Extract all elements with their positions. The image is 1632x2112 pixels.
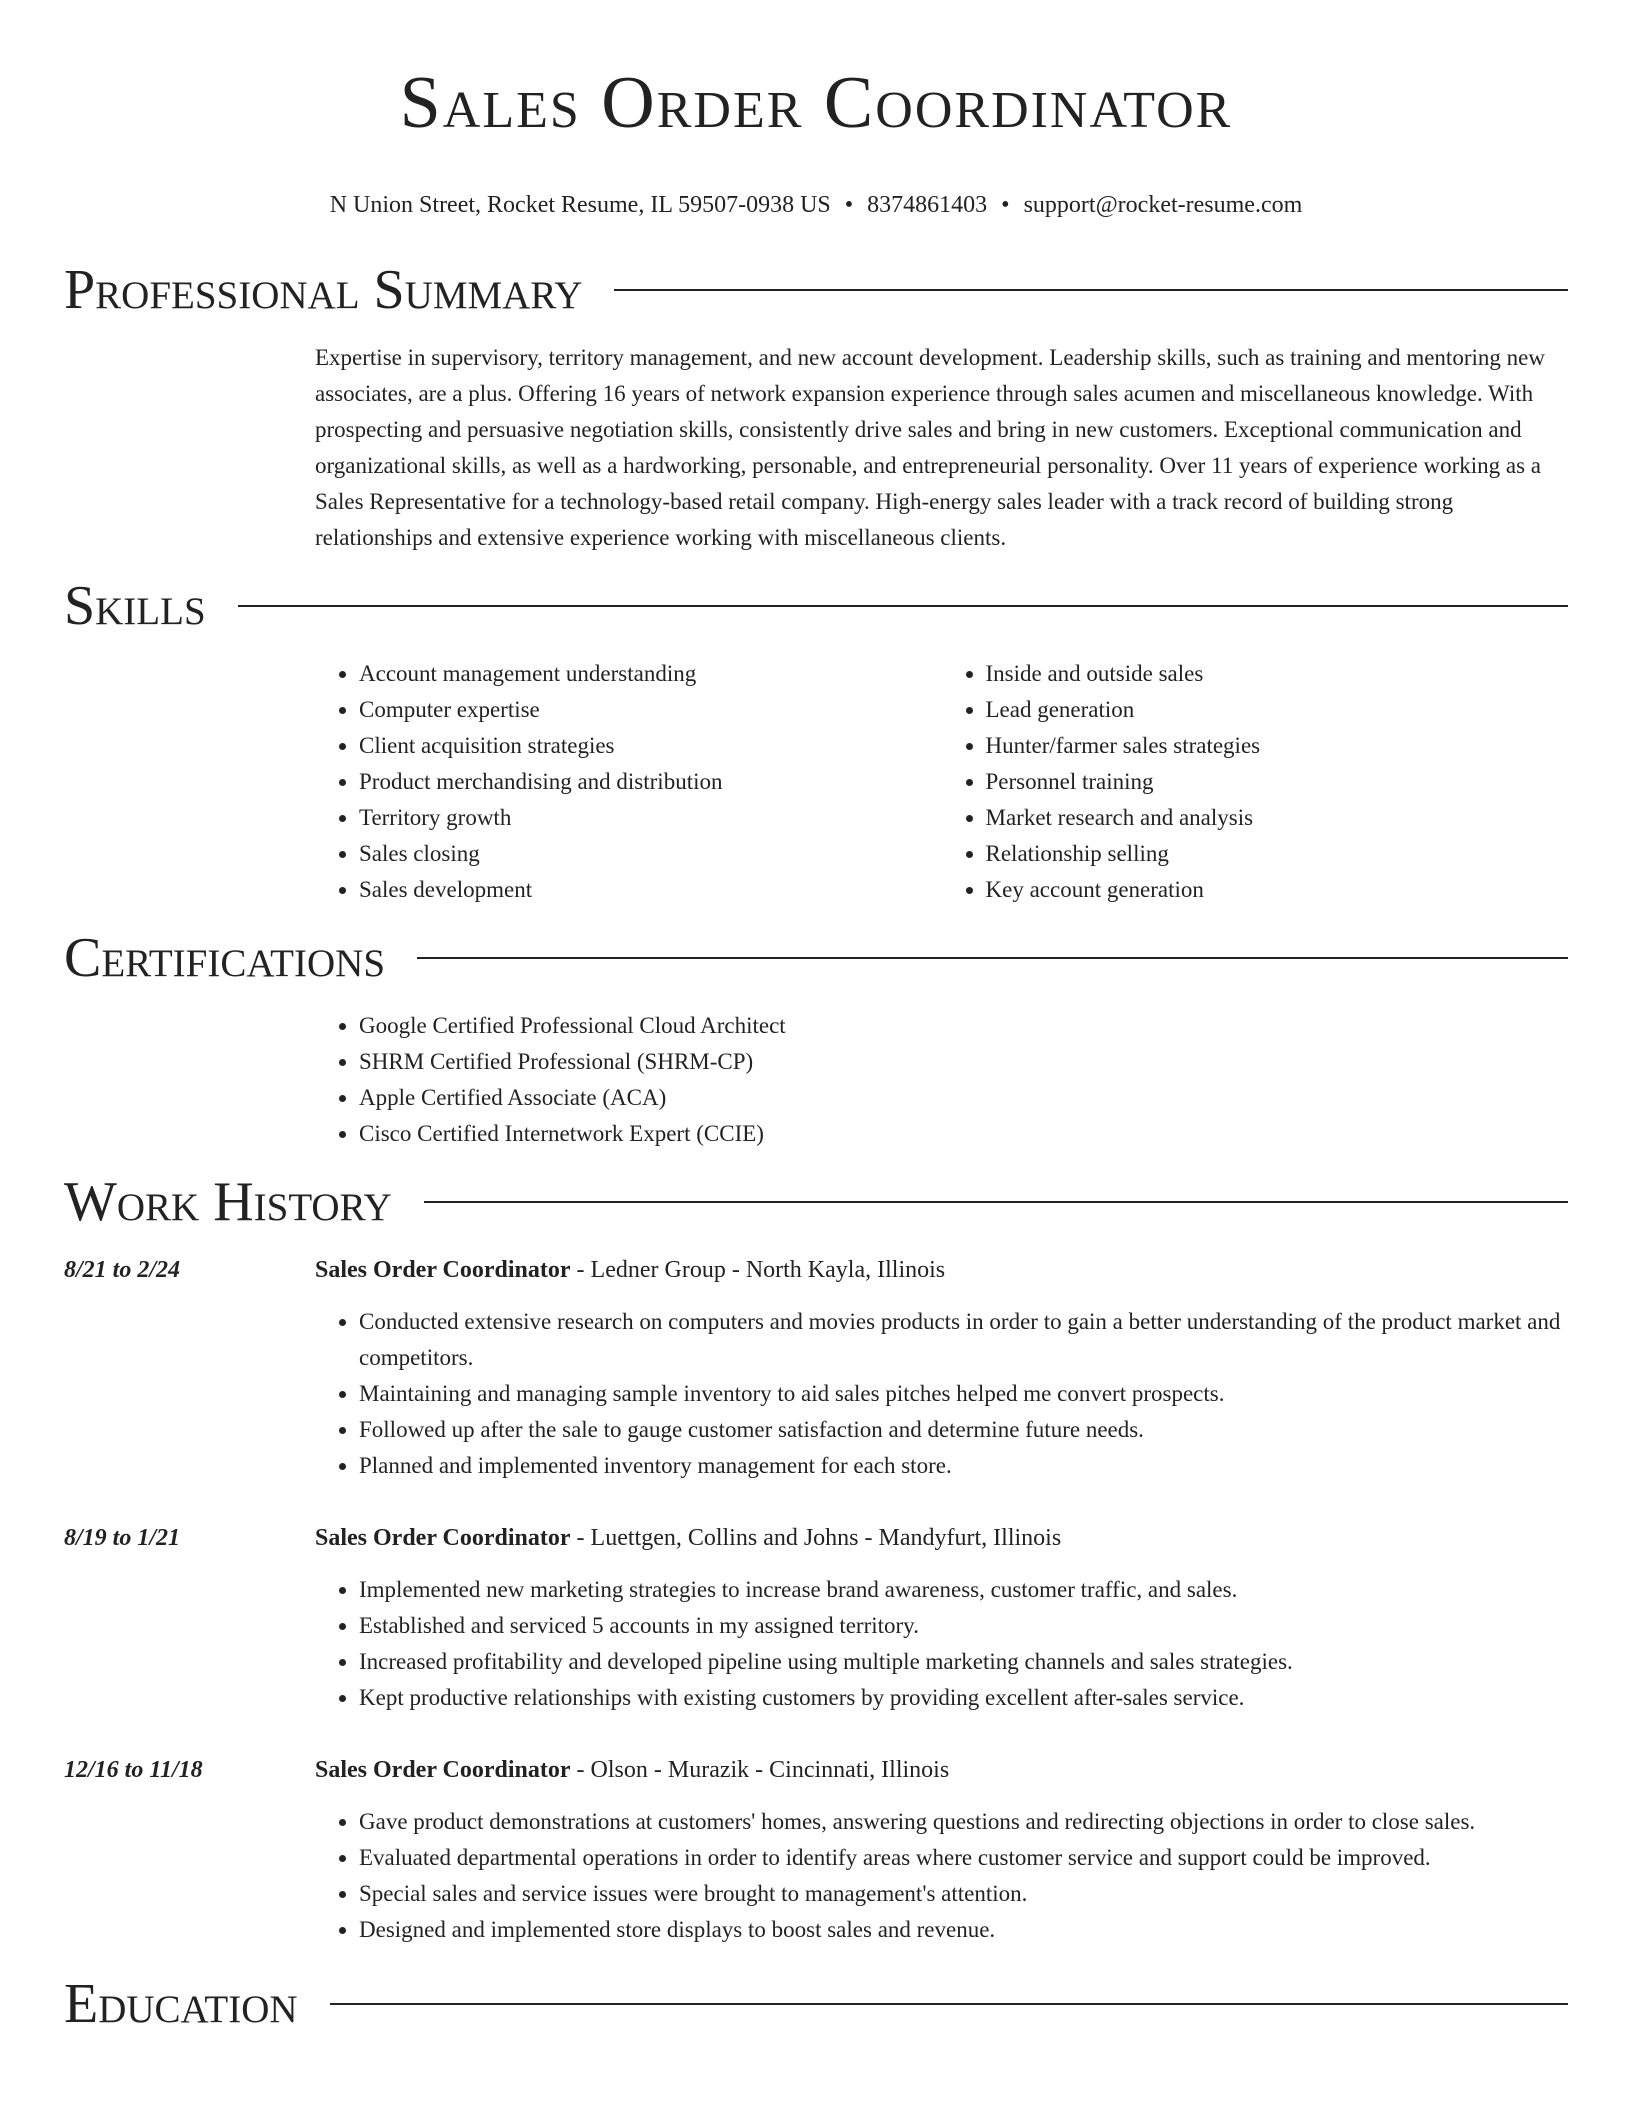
skill-item: • Key account generation [986, 872, 1569, 908]
summary-text: Expertise in supervisory, territory management, and new account development. Leadership skills, such as training and mentoring new associates, are a plus. Offering 16 years of network expansion experience through sales acumen and miscellaneous knowledge. With prospecting and persuasive negotiation skills, consistently drive sales and bring in new customers. Exceptional communication and organizational skills, as well as a hardworking, personable, and entrepreneurial personality. Over 11 years of experience working as a Sales Representative for a technology-based retail company. High-energy sales leader with a track record of building strong relationships and extensive experience working with miscellaneous clients. [315, 345, 1545, 550]
skill-item: • Computer expertise [359, 692, 942, 728]
job-title-line [315, 1252, 1568, 1288]
job-entry [64, 1252, 1568, 1484]
job-duty: • Implemented new marketing strategies to increase brand awareness, customer traffic, and sales. [359, 1572, 1568, 1608]
job-duties [315, 1804, 1568, 1948]
contact-separator: • [844, 192, 854, 218]
job-title: Sales Order Coordinator [315, 1525, 571, 1551]
summary-section-header [64, 260, 1568, 320]
page-title: Sales Order Coordinator [399, 62, 1233, 144]
skill-item: • Relationship selling [986, 836, 1569, 872]
job-duty: • Kept productive relationships with existing customers by providing excellent after-sales service. [359, 1680, 1568, 1716]
skills-list [315, 656, 1568, 908]
contact-line [64, 190, 1568, 220]
section-divider [330, 2003, 1568, 2005]
work-history-section-header [64, 1172, 1568, 1232]
job-duty: • Planned and implemented inventory management for each store. [359, 1448, 1568, 1484]
job-title-line [315, 1520, 1568, 1556]
skill-item: • Sales development [359, 872, 942, 908]
resume-page [64, 0, 1568, 2034]
job-duty: • Increased profitability and developed pipeline using multiple marketing channels and sales strategies. [359, 1644, 1568, 1680]
education-heading: Education [64, 1973, 298, 2035]
job-dates: 12/16 to 11/18 [64, 1757, 203, 1783]
job-title: Sales Order Coordinator [315, 1757, 571, 1783]
certification-item: • Apple Certified Associate (ACA) [359, 1080, 1568, 1116]
certification-item: • Cisco Certified Internetwork Expert (CCIE) [359, 1116, 1568, 1152]
skill-item: • Lead generation [986, 692, 1569, 728]
job-duty: • Designed and implemented store displays to boost sales and revenue. [359, 1912, 1568, 1948]
job-duty: • Gave product demonstrations at customers' homes, answering questions and redirecting objections in order to close sales. [359, 1804, 1568, 1840]
section-divider [417, 957, 1568, 959]
job-dates: 8/21 to 2/24 [64, 1257, 181, 1283]
contact-address: N Union Street, Rocket Resume, IL 59507-0938 US [329, 192, 831, 218]
summary-heading: Professional Summary [64, 259, 583, 321]
job-employer: - Olson - Murazik - Cincinnati, Illinois [570, 1757, 950, 1783]
job-title: Sales Order Coordinator [315, 1257, 571, 1283]
contact-email[interactable]: support@rocket-resume.com [1023, 192, 1303, 218]
skills-column-left [315, 656, 942, 908]
section-divider [424, 1201, 1568, 1203]
job-entry [64, 1520, 1568, 1716]
job-duty: • Conducted extensive research on computers and movies products in order to gain a better understanding of the product market and competitors. [359, 1304, 1568, 1376]
job-duty: • Established and serviced 5 accounts in my assigned territory. [359, 1608, 1568, 1644]
section-divider [238, 605, 1568, 607]
contact-separator: • [1001, 192, 1010, 218]
skills-heading: Skills [64, 575, 206, 637]
skill-item: • Sales closing [359, 836, 942, 872]
certifications-section-header [64, 928, 1568, 988]
job-employer: - Luettgen, Collins and Johns - Mandyfurt, Illinois [570, 1525, 1062, 1551]
skills-column-right [942, 656, 1569, 908]
skill-item: • Account management understanding [359, 656, 942, 692]
work-history-heading: Work History [64, 1171, 392, 1233]
certification-item: • SHRM Certified Professional (SHRM-CP) [359, 1044, 1568, 1080]
section-divider [614, 289, 1568, 291]
skill-item: • Product merchandising and distribution [359, 764, 942, 800]
skill-item: • Hunter/farmer sales strategies [986, 728, 1569, 764]
job-title-line [315, 1752, 1568, 1788]
skills-section-header [64, 576, 1568, 636]
job-duty: • Special sales and service issues were brought to management's attention. [359, 1876, 1568, 1912]
job-duties [315, 1572, 1568, 1716]
skill-item: • Inside and outside sales [986, 656, 1569, 692]
job-entry [64, 1752, 1568, 1948]
certification-item: • Google Certified Professional Cloud Architect [359, 1008, 1568, 1044]
skill-item: • Client acquisition strategies [359, 728, 942, 764]
contact-phone: 8374861403 [867, 192, 988, 218]
certifications-list [315, 1008, 1568, 1152]
job-duty: • Followed up after the sale to gauge customer satisfaction and determine future needs. [359, 1412, 1568, 1448]
job-employer: - Ledner Group - North Kayla, Illinois [570, 1257, 946, 1283]
job-duty: • Maintaining and managing sample inventory to aid sales pitches helped me convert prospects. [359, 1376, 1568, 1412]
job-dates: 8/19 to 1/21 [64, 1525, 181, 1551]
certifications-heading: Certifications [64, 927, 386, 989]
job-duty: • Evaluated departmental operations in order to identify areas where customer service and support could be improved. [359, 1840, 1568, 1876]
skill-item: • Territory growth [359, 800, 942, 836]
skill-item: • Personnel training [986, 764, 1569, 800]
job-duties [315, 1304, 1568, 1484]
skill-item: • Market research and analysis [986, 800, 1569, 836]
education-section-header [64, 1974, 1568, 2034]
